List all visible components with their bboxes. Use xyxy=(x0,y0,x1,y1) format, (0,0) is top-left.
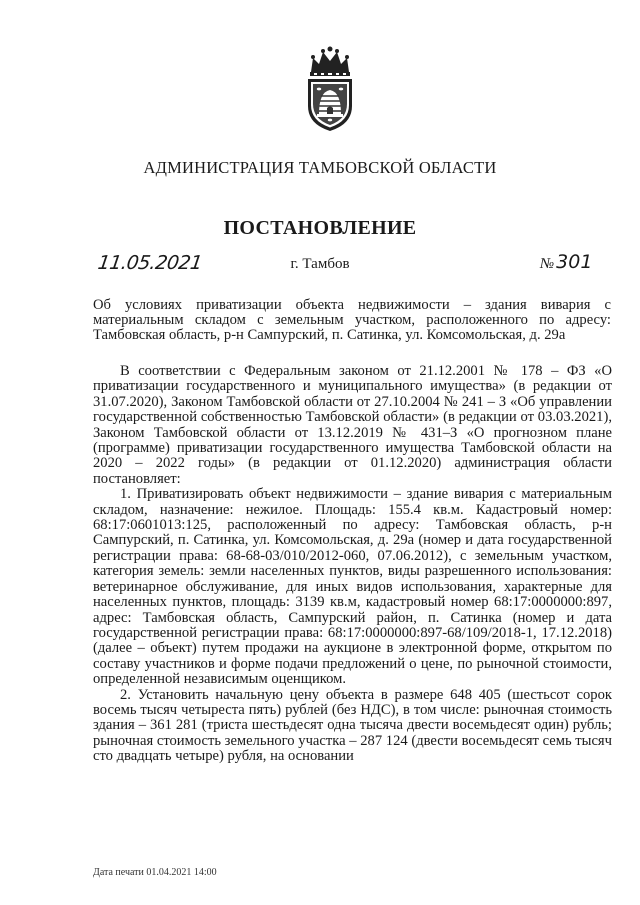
print-date-footer: Дата печати 01.04.2021 14:00 xyxy=(93,867,217,878)
handwritten-date: 11.05.2021 xyxy=(96,252,204,274)
document-number xyxy=(540,251,592,273)
item-1-paragraph: 1. Приватизировать объект недвижимости – здание вивария с материальным складом, назначение: нежилое. Площадь: 155.4 кв.м. Кадастровый номер: 68:17:0601013:125, расположенный по адресу: Тамбовская область, р-н Сампурский, п. Сатинка, ул. Комсомольская, д. 29а (номер и дата государственной регистрации права: 68-68-03/010/2012-060, 07.06.2012), с земельным участком, категория земель: земли населенных пунктов, виды разрешенного использования: ветеринарное обслуживание, для иных видов использования, характерные для населенных пунктов, площадь: 3139 кв.м, кадастровый номер 68:17:0000000:897, адрес: Тамбовская область, Сампурский район, п. Сатинка (номер и дата государственной регистрации права: 68:17:0000000:897-68/109/2018-1, 17.12.2018) (далее – объект) путем продажи на аукционе в электронной форме, открытом по составу участников и форме подачи предложений о цене, по рыночной стоимости, определенной независимым оценщиком. xyxy=(93,486,612,688)
preamble-paragraph: В соответствии с Федеральным законом от 21.12.2001 № 178 – ФЗ «О приватизации государственного и муниципального имущества» (в редакции от 31.07.2020), Законом Тамбовской области от 27.10.2004 № 241 – З «Об управлении государственной собственностью Тамбовской области» (в редакции от 03.03.2021), Законом Тамбовской области от 13.12.2019 № 431–З «О прогнозном плане (программе) приватизации государственного имущества Тамбовской области на 2020 – 2022 годы» (в редакции от 01.12.2020) администрация области постановляет: xyxy=(93,363,612,487)
document-type-title: ПОСТАНОВЛЕНИЕ xyxy=(223,217,417,239)
city-label: г. Тамбов xyxy=(290,256,350,272)
agency-name: АДМИНИСТРАЦИЯ ТАМБОВСКОЙ ОБЛАСТИ xyxy=(143,158,497,177)
document-body xyxy=(93,364,612,765)
subject-heading: Об условиях приватизации объекта недвижимости – здания вивария с материальным складом с земельным участком, расположенного по адресу: Тамбовская область, р-н Сампурский, п. Сатинка, ул. Комсомольская, д. 29а xyxy=(93,297,611,343)
number-label: № xyxy=(540,256,555,272)
handwritten-number: 301 xyxy=(556,251,593,273)
item-2-paragraph: 2. Установить начальную цену объекта в размере 648 405 (шестьсот сорок восемь тысяч четыреста пять) рублей (без НДС), в том числе: рыночная стоимость здания – 361 281 (триста шестьдесят одна тысяча двести восемьдесят один) рубль; рыночная стоимость земельного участка – 287 124 (двести восемьдесят семь тысяч сто двадцать четыре) рубля, на основании xyxy=(93,686,612,765)
coat-of-arms-icon xyxy=(301,44,359,134)
